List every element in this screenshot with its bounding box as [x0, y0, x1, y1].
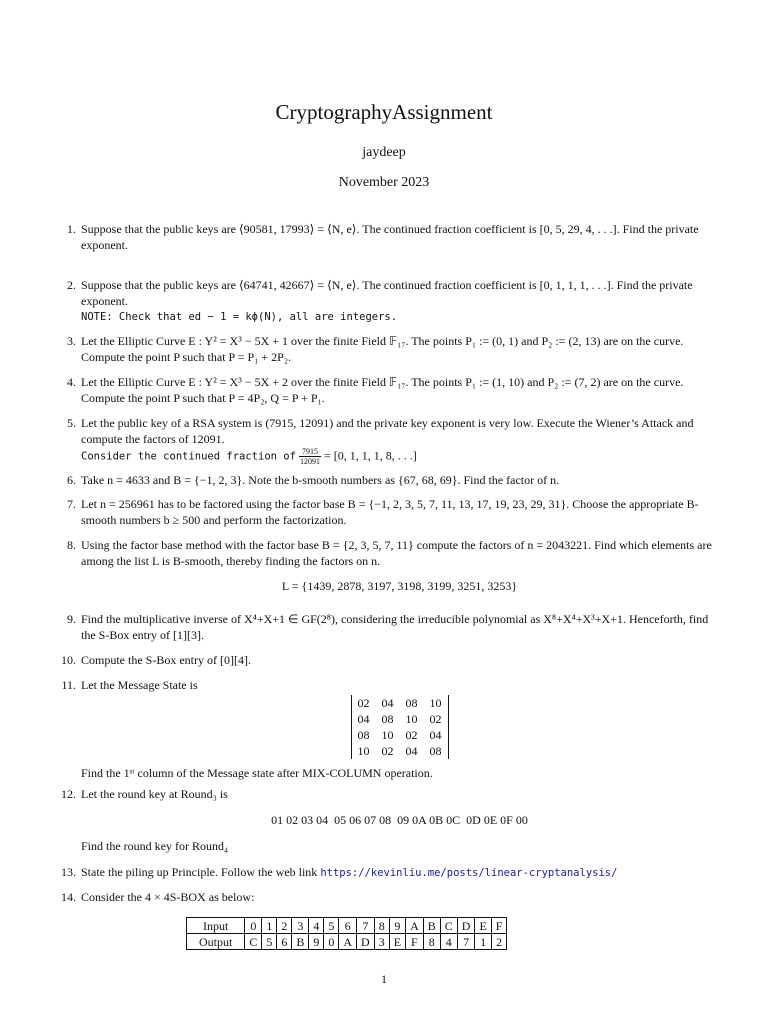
display-equation: L = {1439, 2878, 3197, 3198, 3199, 3251, 3253}	[281, 579, 518, 593]
question-12	[50, 786, 718, 854]
question-number: 9.	[67, 612, 76, 626]
sbox-cell: B	[423, 918, 440, 934]
matrix-cell: 04	[357, 712, 370, 726]
sbox-cell: E	[475, 918, 491, 934]
page-number: 1	[381, 972, 387, 986]
question-text: Let the Message State is	[81, 678, 198, 692]
matrix-cell: 08	[429, 744, 442, 758]
sbox-cell: D	[357, 934, 375, 950]
sbox-cell: 7	[357, 918, 375, 934]
question-2	[50, 277, 718, 325]
sbox-cell: 3	[374, 934, 389, 950]
question-5	[50, 415, 718, 466]
document-title: CryptographyAssignment	[275, 100, 493, 124]
sbox-cell: C	[440, 918, 457, 934]
sbox-cell: 6	[277, 934, 292, 950]
sbox-cell: 2	[491, 934, 507, 950]
question-text: Let the Elliptic Curve E : Y² = X³ − 5X + 1 over the finite Field 𝔽₁₇. The points P₁ := (0, 1) and P₂ := (2, 13) are on the curve. Compute the point P such that P = P₁ + 2P₂.	[81, 334, 684, 364]
question-4	[50, 374, 718, 406]
sbox-cell: 1	[262, 918, 277, 934]
sbox-cell: A	[406, 918, 424, 934]
sbox-cell: 8	[423, 934, 440, 950]
sbox-input-label: Input	[187, 918, 245, 934]
question-note	[81, 447, 718, 466]
sbox-cell: D	[457, 918, 475, 934]
question-text: Consider the 4 × 4S-BOX as below:	[81, 890, 255, 904]
sbox-cell: 5	[324, 918, 339, 934]
sbox-output-row	[187, 934, 507, 950]
sbox-cell: 9	[389, 918, 405, 934]
sbox-table	[186, 917, 507, 950]
question-text: Suppose that the public keys are ⟨64741, 42667⟩ = ⟨N, e⟩. The continued fraction coefficient is [0, 1, 1, 1, . . .]. Find the private exponent.	[81, 278, 693, 308]
question-text: State the piling up Principle. Follow the web link	[81, 865, 318, 879]
question-number: 11.	[61, 678, 76, 692]
matrix-cell: 04	[429, 728, 442, 742]
note-prefix: Consider the continued fraction of	[81, 450, 296, 463]
question-text: Suppose that the public keys are ⟨90581, 17993⟩ = ⟨N, e⟩. The continued fraction coefficient is [0, 5, 29, 4, . . .]. Find the private exponent.	[81, 222, 699, 252]
message-state-matrix	[351, 695, 449, 759]
matrix-cell: 10	[357, 744, 370, 758]
sbox-cell: 4	[309, 918, 324, 934]
question-10	[50, 652, 718, 668]
question-number: 5.	[67, 416, 76, 430]
fraction-denominator: 12091	[299, 457, 320, 466]
question-11	[50, 677, 718, 781]
matrix-cell: 08	[405, 696, 418, 710]
question-8	[50, 537, 718, 594]
sbox-cell: 2	[277, 918, 292, 934]
question-number: 4.	[67, 375, 76, 389]
question-followup: Find the round key for Round₄	[81, 839, 229, 853]
sbox-cell: 0	[324, 934, 339, 950]
question-text: Compute the S-Box entry of [0][4].	[81, 653, 251, 667]
question-number: 13.	[61, 865, 76, 879]
matrix-cell: 02	[429, 712, 442, 726]
matrix-cell: 08	[381, 712, 394, 726]
sbox-cell: B	[292, 934, 309, 950]
question-number: 3.	[67, 334, 76, 348]
fraction	[299, 447, 321, 466]
sbox-cell: 9	[309, 934, 324, 950]
matrix-cell: 04	[381, 696, 394, 710]
matrix-cell: 02	[405, 728, 418, 742]
sbox-cell: 0	[245, 918, 262, 934]
question-text: Using the factor base method with the factor base B = {2, 3, 5, 7, 11} compute the factors of n = 2043221. Find which elements are among the list L is B-smooth, thereby finding the factors on n.	[81, 538, 712, 568]
question-note: NOTE: Check that ed − 1 = kϕ(N), all are integers.	[81, 311, 398, 323]
question-number: 2.	[67, 278, 76, 292]
question-14	[50, 889, 718, 905]
sbox-cell: F	[491, 918, 507, 934]
sbox-cell: 4	[440, 934, 457, 950]
matrix-cell: 02	[381, 744, 394, 758]
question-text: Let the round key at Round₃ is	[81, 787, 228, 801]
question-7	[50, 496, 718, 528]
sbox-cell: 5	[262, 934, 277, 950]
question-number: 14.	[61, 890, 76, 904]
sbox-cell: 3	[292, 918, 309, 934]
sbox-cell: C	[245, 934, 262, 950]
sbox-cell: 8	[374, 918, 389, 934]
document-date: November 2023	[338, 175, 430, 190]
question-1	[50, 221, 718, 253]
sbox-cell: 1	[475, 934, 491, 950]
fraction-numerator: 7915	[299, 447, 321, 457]
sbox-output-label: Output	[187, 934, 245, 950]
question-number: 7.	[67, 497, 76, 511]
web-link[interactable]: https://kevinliu.me/posts/linear-cryptanalysis/	[320, 867, 618, 879]
question-number: 12.	[61, 787, 76, 801]
question-number: 10.	[61, 653, 76, 667]
sbox-input-row	[187, 918, 507, 934]
question-9	[50, 611, 718, 643]
matrix-cell: 08	[357, 728, 370, 742]
question-text: Take n = 4633 and B = {−1, 2, 3}. Note the b-smooth numbers as {67, 68, 69}. Find the factor of n.	[81, 473, 560, 487]
question-number: 1.	[67, 222, 76, 236]
matrix-cell: 10	[405, 712, 418, 726]
sbox-cell: F	[406, 934, 424, 950]
question-text: Let the Elliptic Curve E : Y² = X³ − 5X + 2 over the finite Field 𝔽₁₇. The points P₁ := (1, 10) and P₂ := (7, 2) are on the curve. Compute the point P such that P = 4P₂, Q = P + P₁.	[81, 375, 684, 405]
note-suffix: = [0, 1, 1, 1, 8, . . .]	[323, 448, 417, 463]
question-followup: Find the 1ˢᵗ column of the Message state after MIX-COLUMN operation.	[81, 766, 433, 780]
question-6	[50, 472, 718, 488]
sbox-cell: 6	[339, 918, 357, 934]
sbox-cell: A	[339, 934, 357, 950]
question-text: Let the public key of a RSA system is (7915, 12091) and the private key exponent is very low. Execute the Wiener’s Attack and compute the factors of 12091.	[81, 416, 694, 446]
sbox-cell: E	[389, 934, 405, 950]
matrix-cell: 04	[405, 744, 418, 758]
question-text: Find the multiplicative inverse of X⁴+X+1 ∈ GF(2⁸), considering the irreducible polynomial as X⁸+X⁴+X³+X+1. Henceforth, find the S-Box entry of [1][3].	[81, 612, 709, 642]
sbox-cell: 7	[457, 934, 475, 950]
matrix-cell: 10	[429, 696, 442, 710]
author-name: jaydeep	[362, 145, 406, 160]
matrix-cell: 10	[381, 728, 394, 742]
round-key-display: 01 02 03 04 05 06 07 08 09 0A 0B 0C 0D 0E 0F 00	[271, 813, 528, 827]
question-text: Let n = 256961 has to be factored using the factor base B = {−1, 2, 3, 5, 7, 11, 13, 17, 19, 23, 29, 31}. Choose the appropriate B-smooth numbers b ≥ 500 and perform the factorization.	[81, 497, 699, 527]
question-number: 8.	[67, 538, 76, 552]
question-13	[50, 864, 718, 881]
matrix-cell: 02	[357, 696, 370, 710]
question-3	[50, 333, 718, 365]
question-number: 6.	[67, 473, 76, 487]
